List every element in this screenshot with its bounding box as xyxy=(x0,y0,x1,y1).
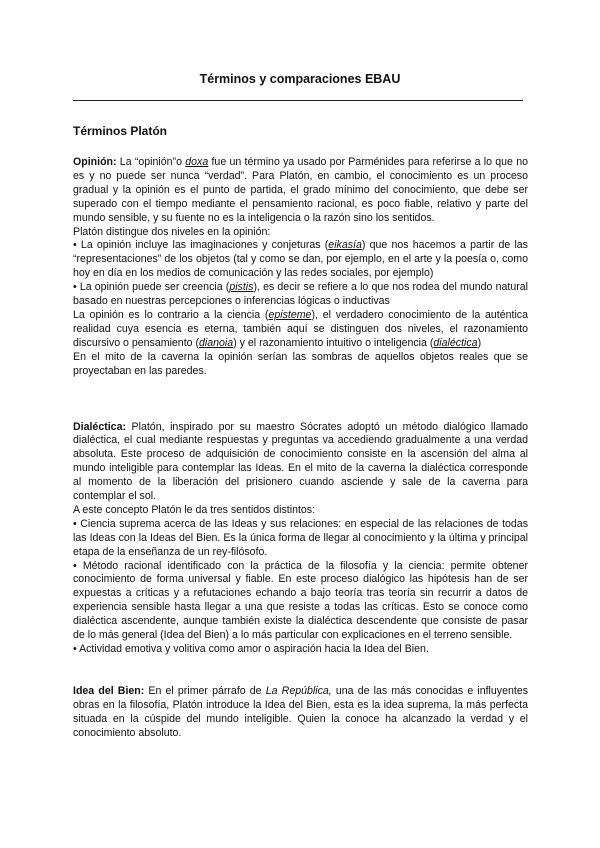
section-title: Términos Platón xyxy=(73,124,168,138)
term-doxa: doxa xyxy=(185,156,209,168)
text-run: En el primer párrafo de xyxy=(144,684,266,697)
document-body xyxy=(73,124,528,741)
text-run: ) xyxy=(477,336,482,349)
term-label-idea-bien: Idea del Bien: xyxy=(73,684,145,697)
term-episteme: episteme xyxy=(268,308,312,321)
term-opinion xyxy=(73,156,528,379)
term-label-opinion: Opinión: xyxy=(73,156,117,168)
text-run: La “opinión”o xyxy=(116,156,186,168)
term-dianoia: dianoia xyxy=(199,336,234,349)
text-run: ) que nos hacemos a partir de las “representaciones” de los objetos (tal y como se dan, por ejemplo, en el arte y la poesía o, como hoy en día en los medios de comunicación y las redes sociales, por ejemplo) xyxy=(73,239,528,280)
text-run: ), es decir se refiere a lo que nos rodea del mundo natural basado en nuestras percepciones o inferencias lógicas o inductivas xyxy=(73,281,528,308)
opinion-bullet-2 xyxy=(73,281,528,309)
title-divider xyxy=(73,100,523,101)
text-run: ) y el razonamiento intuitivo o inteligencia ( xyxy=(233,336,434,349)
dialectica-bullet-3: • Actividad emotiva y volitiva como amor o aspiración hacia la Idea del Bien. xyxy=(73,643,429,655)
dialectica-bullet-1: • Ciencia suprema acerca de las Ideas y sus relaciones: en especial de las relaciones de todas las Ideas con la Ideas del Bien. Es la única forma de llegar al conocimiento y la última y principal etapa de la enseñanza de un rey-filósofo. xyxy=(73,517,528,558)
dialectica-paragraph-2: A este concepto Platón le da tres sentidos distintos: xyxy=(73,503,316,516)
opinion-paragraph-1 xyxy=(73,156,528,226)
document-title: Términos y comparaciones EBAU xyxy=(199,72,401,86)
opinion-paragraph-4: En el mito de la caverna la opinión serían las sombras de aquellos objetos reales que se proyectaban en las paredes. xyxy=(73,350,528,377)
spacer xyxy=(73,379,528,421)
text-run: ), el verdadero conocimiento de la auténtica realidad cuya esencia es eterna, también aquí se distinguen dos niveles, el razonamiento discursivo o pensamiento ( xyxy=(73,308,528,349)
term-pistis: pistis xyxy=(229,281,254,294)
text-run: Platón, inspirado por su maestro Sócrates adoptó un método dialógico llamado dialéctica, el cual mediante respuestas y preguntas va accediendo gradualmente a una verdad absoluta. Este proceso de adquisición de conocimiento consiste en la ascensión del alma al mundo inteligible para contemplar las Ideas. En el mito de la caverna la dialéctica corresponde al momento de la liberación del prisionero cuando asciende y sale de la caverna para contemplar el sol. xyxy=(73,420,528,503)
text-run: • La opinión puede ser creencia ( xyxy=(73,281,230,294)
term-idea-del-bien xyxy=(73,685,528,741)
text-run: una de las más conocidas e influyentes obras en la filosofía, Platón introduce la Idea del Bien, esta es la idea suprema, la más perfecta situada en la cúspide del mundo inteligible. Quien la conoce ha alcanzado la verdad y el conocimiento absoluto. xyxy=(73,684,529,739)
dialectica-bullet-2: • Método racional identificado con la práctica de la filosofía y la ciencia: permite obtener conocimiento de forma universal y fiable. En este proceso dialógico las hipótesis han de ser expuestas a críticas y a refutaciones echando a bajo teoría tras teoría sin recurrir a datos de experiencia sensible hasta llegar a una que resiste a todas las críticas. Esto se conoce como dialéctica ascendente, aunque también existe la dialéctica descendente que consiste de pasar de lo más general (Idea del Bien) a lo más particular con explicaciones en el terreno sensible. xyxy=(73,559,528,642)
term-dialectica: dialéctica xyxy=(433,336,478,349)
idea-bien-paragraph-1 xyxy=(73,685,528,741)
term-label-dialectica: Dialéctica: xyxy=(73,420,126,433)
text-run: La opinión es lo contrario a la ciencia ( xyxy=(73,308,269,321)
opinion-bullet-1 xyxy=(73,239,528,281)
opinion-paragraph-3 xyxy=(73,309,528,351)
term-dialectica xyxy=(73,421,528,657)
book-title: La República, xyxy=(265,684,332,697)
spacer xyxy=(73,657,528,685)
text-run: • La opinión incluye las imaginaciones y conjeturas ( xyxy=(73,239,329,252)
term-eikasia: eikasía xyxy=(328,239,362,252)
dialectica-paragraph-1 xyxy=(73,421,528,504)
opinion-paragraph-2: Platón distingue dos niveles en la opinión: xyxy=(73,225,271,238)
text-run: fue un término ya usado por Parménides para referirse a lo que no es y no puede ser nunca “verdad”. Para Platón, en cambio, el conocimiento es un proceso gradual y la opinión es el punto de partida, el grado mínimo del conocimiento, que debe ser superado con el tiempo mediante el pensamiento racional, es poco fiable, relativo y parte del mundo sensible, y su fuente no es la inteligencia o la razón sino los sentidos. xyxy=(73,156,528,224)
